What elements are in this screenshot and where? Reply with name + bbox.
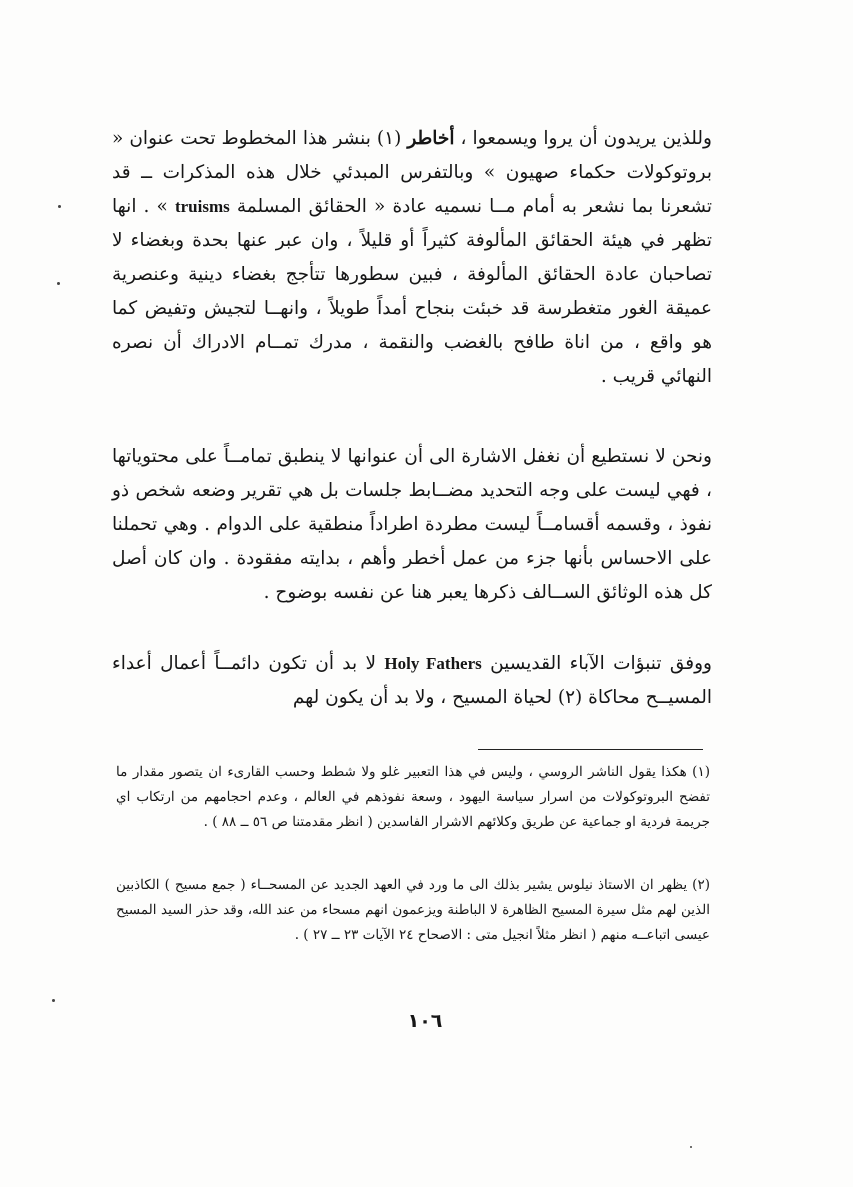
paragraph-2: ونحن لا نستطيع أن نغفل الاشارة الى أن عنوانها لا ينطبق تمامــاً على محتوياتها ، فهي ليست على وجه التحديد مضــابط جلسات بل هي تقرير وضعه شخص ذو نفوذ ، وقسمه أقسامــاً ليست مطردة اطراداً منطقية على الدوام . وهي تحملنا على الاحساس بأنها جزء من عمل أخطر وأهم ، بدايته مفقودة . وان كان أصل كل هذه الوثائق الســالف ذكرها يعبر هنا عن نفسه بوضوح . <box>112 446 712 603</box>
paragraph-3 <box>112 647 712 715</box>
paragraph-3-latin-term: Holy Fathers <box>384 654 482 673</box>
paragraph-1-opening: وللذين يريدون أن يروا ويسمعوا ، <box>454 128 712 149</box>
scan-speck <box>57 282 60 285</box>
paragraph-1-closing: » . انها تظهر في هيئة الحقائق المألوفة كثيراً أو قليلاً ، وان عبر عنها بحدة وبغضاء لا تصاحبان عادة الحقائق المألوفة ، فبين سطورها تتأجج بغضاء دينية وعنصرية عميقة الغور متغطرسة قد خبئت بنجاح أمداً طويلاً ، وانهــا لتجيش وتفيض كما هو واقع ، من اناة طافح بالغضب والنقمة ، مدرك تمــام الادراك أن نصره النهائي قريب . <box>112 196 712 387</box>
scan-speck <box>58 205 61 208</box>
footnote-1: (١) هكذا يقول الناشر الروسي ، وليس في هذا التعبير غلو ولا شطط وحسب القارىء ان يتصور مقدار ما تفضح البروتوكولات من اسرار سياسة اليهود ، وسعة نفوذهم في العالم ، وعدم احجامهم من ارتكاب اي جريمة فردية او جماعية عن طريق وكلائهم الاشرار الفاسدين ( انظر مقدمتنا ص ٥٦ ــ ٨٨ ) . <box>116 764 710 830</box>
footnote-2: (٢) يظهر ان الاستاذ نيلوس يشير بذلك الى ما ورد في العهد الجديد عن المسحــاء ( جمع مسيح ) الكاذبين الذين لهم مثل سيرة المسيح الظاهرة لا الباطنة ويزعمون انهم مسحاء من عند الله، وقد حذر السيد المسيح عيسى اتباعــه منهم ( انظر مثلاً انجيل متى : الاصحاح ٢٤ الآيات ٢٣ ــ ٢٧ ) . <box>116 877 710 943</box>
scan-speck <box>690 1146 692 1148</box>
paragraph-1-bold-word: أخاطر <box>407 128 455 149</box>
paragraph-3-closing: لا بد أن تكون دائمــاً أعمال أعداء المسيــح محاكاة (٢) لحياة المسيح ، ولا بد أن يكون لهم <box>112 653 712 708</box>
page-number: ١٠٦ <box>407 1010 443 1032</box>
paragraph-1-latin-term: truisms <box>174 197 230 216</box>
footnote-separator-rule <box>478 749 703 750</box>
scan-speck <box>52 999 55 1002</box>
paragraph-1-middle: (١) بنشر هذا المخطوط تحت عنوان « بروتوكولات حكماء صهيون » وبالتفرس المبدئي خلال هذه المذكرات ــ قد تشعرنا بما نشعر به أمام مــا نسميه عادة « الحقائق المسلمة <box>112 128 712 217</box>
paragraph-3-opening: ووفق تنبؤات الآباء القديسين <box>481 653 712 674</box>
paragraph-1 <box>112 122 712 394</box>
